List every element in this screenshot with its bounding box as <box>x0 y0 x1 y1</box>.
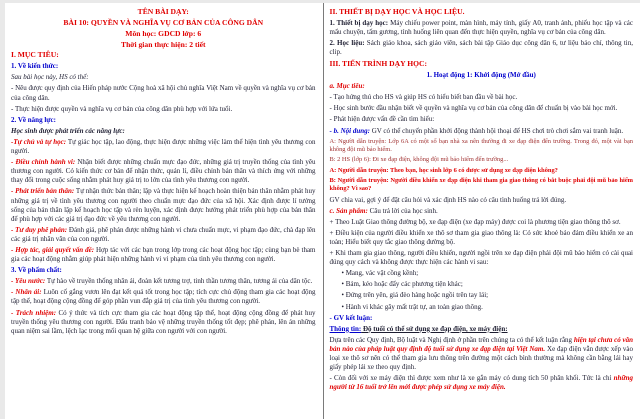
dialogue-line-1: A: Người dẫn truyện: Lớp 6A có một số bạn nhà xa nên thường đi xe đạp điện đến trường. Trong đó, một vài bạn không đội mũ bảo hiểm. <box>329 137 633 153</box>
conclusion-paragraph-2 <box>330 374 634 392</box>
competency-item-5 <box>11 246 316 264</box>
quality-lead-2: - Nhân ái: <box>11 288 42 297</box>
conclusion-paragraph-1 <box>330 336 634 372</box>
content-lead: - b. Nội dung: <box>329 126 370 135</box>
content-text: GV có thể chuyển phần khởi động thành hội thoại để HS chơi trò chơi sắm vai tranh luận. <box>369 126 624 135</box>
knowledge-bullet-2: - Thực hiện được quyền và nghĩa vụ cơ bản của công dân phù hợp với lứa tuổi. <box>11 104 233 113</box>
lesson-title-label: TÊN BÀI DẠY: <box>137 7 189 16</box>
subject-line: Môn học: GDCD lớp: 6 <box>125 28 202 38</box>
equipment-text: Máy chiếu power point, màn hình, máy tính, giấy A0, tranh ảnh, phiếu học tập và các mẩu chuyện, tấm gương, tình huống liên quan đến thực hiện quyền, nghĩa vụ cơ bản của công dân. <box>329 18 633 36</box>
lesson-title: BÀI 10: QUYỀN VÀ NGHĨA VỤ CƠ BẢN CỦA CÔNG DÂN <box>63 17 264 27</box>
equipment-item <box>330 19 634 37</box>
info-lead: Thông tin: <box>329 324 362 333</box>
knowledge-intro: Sau bài học này, HS có thể: <box>11 73 89 82</box>
left-column <box>5 3 323 419</box>
competency-text-5: Hợp tác với các bạn trong lớp trong các hoạt động học tập; cùng bạn bè tham gia các hoạt động nhằm giúp phát hiện những hành vi vi phạm của tình yêu thương con người. <box>11 245 316 264</box>
competency-lead-1: -Tự chủ và tự học: <box>11 137 67 146</box>
competency-item-2 <box>11 158 316 185</box>
competency-item-3 <box>11 187 316 223</box>
product-point-2: + Điều kiện của người điều khiển xe thô sơ tham gia giao thông là: Có sức khoẻ bảo đảm điều khiển xe an toàn; Hiểu biết quy tắc giao thông đường bộ. <box>329 228 633 246</box>
quality-lead-1: - Yêu nước: <box>11 277 46 286</box>
product-text: Câu trả lời của học sinh. <box>367 206 438 215</box>
materials-item <box>330 39 634 57</box>
section-iii-heading: III. TIẾN TRÌNH DẠY HỌC: <box>329 59 428 69</box>
duration-line: Thời gian thực hiện: 2 tiết <box>121 39 206 49</box>
quality-item-2 <box>11 288 316 306</box>
competency-text-3: Tự nhận thức bản thân; lập và thực hiện kế hoạch hoàn thiện bản thân nhằm phát huy những giá trị về tình yêu thương con người theo chuẩn mực đạo đức của xã hội. Xác định được lí tưởng sống của bản thân lập kế hoạch học tập và rèn luyện, xác định được hướng phát triển phù hợp của bản thân để phù hợp với các giá trị đạo đức về yêu thương con người. <box>11 187 316 223</box>
info-text: Độ tuổi có thể sử dụng xe đạp điện, xe máy điện: <box>361 324 508 333</box>
quality-heading: 3. Về phẩm chất: <box>11 266 62 275</box>
prohibited-bullet-1: • Mang, vác vật cồng kềnh; <box>341 269 419 278</box>
competency-text-1: Tự giác học tập, lao động, thực hiện được những việc làm thể hiện tình yêu thương con người. <box>11 137 316 156</box>
competency-item-4 <box>11 226 316 244</box>
competency-heading: 2. Về năng lực: <box>11 115 56 124</box>
right-column <box>323 3 640 419</box>
content-item <box>330 127 634 136</box>
competency-lead-5: - Hợp tác, giải quyết vấn đề: <box>11 245 95 254</box>
competency-item-1 <box>11 138 316 156</box>
prohibited-bullet-3: • Đứng trên yên, giá đèo hàng hoặc ngồi trên tay lái; <box>341 291 489 300</box>
competency-lead-3: - Phát triển bản thân: <box>11 187 75 196</box>
quality-item-1 <box>11 277 316 286</box>
conclusion-1a: Dựa trên các Quy định, Bộ luật và Nghị định ở phần trên chúng ta có thể kết luận rằng <box>329 335 574 344</box>
dialogue-line-3: A: Người dẫn truyện: Theo bạn, học sinh lớp 6 có được sử dụng xe đạp điện không? <box>329 166 558 174</box>
materials-text: Sách giáo khoa, sách giáo viên, sách bài tập Giáo dục công dân 6, tư liệu báo chí, thông tin, clip. <box>329 39 633 57</box>
dialogue-line-4: B: Người dẫn truyện: Người điều khiển xe đạp điện khi tham gia giao thông có bắt buộc phải đội mũ bảo hiểm không? Vì sao? <box>329 176 633 193</box>
product-lead: c. Sản phẩm: <box>329 206 368 215</box>
objective-bullet-2: - Học sinh bước đầu nhận biết về quyền và nghĩa vụ cơ bản của công dân để chuẩn bị vào bài học mới. <box>329 104 618 113</box>
conclusion-2a: - Còn đối với xe máy điện thì được xem như là xe gắn máy có dung tích 50 phân khối. Tức là chỉ <box>329 374 614 383</box>
document-page <box>5 3 640 419</box>
competency-text-4: Đánh giá, phê phán được những hành vi chưa chuẩn mực, vi phạm đạo đức, chà đạp lên các giá trị nhân văn của con người. <box>11 225 316 243</box>
quality-lead-3: - Trách nhiệm: <box>11 308 57 317</box>
prohibited-bullet-2: • Bám, kéo hoặc đẩy các phương tiện khác; <box>341 280 463 289</box>
quality-text-1: Tự hào về truyền thống nhân ái, đoàn kết tương trợ, tinh thần tương thân, tương ái của dân tộc. <box>45 277 313 286</box>
section-ii-heading: II. THIẾT BỊ DẠY HỌC VÀ HỌC LIỆU. <box>329 7 465 16</box>
equipment-lead: 1. Thiết bị dạy học: <box>329 18 389 27</box>
quality-item-3 <box>11 309 316 336</box>
knowledge-bullet-1: - Nêu được quy định của Hiến pháp nước Cộng hoà xã hội chủ nghĩa Việt Nam về quyền và nghĩa vụ cơ bản của công dân. <box>11 84 316 102</box>
objective-bullet-3: - Phát hiện được vấn đề cần tìm hiểu: <box>329 115 435 124</box>
competency-lead-4: - Tư duy phê phán: <box>11 225 68 234</box>
teacher-note: GV chia vai, gợi ý để đặt câu hỏi và xác định HS nào có câu tình huống trả lời đúng. <box>329 195 567 204</box>
conclusion-1c: Xe đạp điện vẫn được xếp vào loại xe thô sơ nên có thể tham gia lưu thông trên đường một cách bình thường mà không cần bằng lái hay giấy phép lái xe theo quy định. <box>329 344 634 372</box>
activity-1-heading: 1. Hoạt động 1: Khởi động (Mở đầu) <box>426 71 536 80</box>
dialogue-line-2: B: 2 HS (lớp 6): Đi xe đạp điện, không đội mũ bảo hiểm đến trường... <box>329 156 509 164</box>
conclusion-1b: hiện tại chưa có văn bản nào của pháp luật quy định độ tuổi sử dụng xe đạp điện tại Việt Nam. <box>329 335 634 353</box>
product-point-1: + Theo Luật Giao thông đường bộ, xe đạp điện (xe đạp máy) được coi là phương tiện giao thông thô sơ. <box>329 217 621 226</box>
section-i-heading: I. MỤC TIÊU: <box>11 50 59 60</box>
quality-text-2: Luôn cố gắng vươn lên đạt kết quả tốt trong học tập; tích cực chủ động tham gia các hoạt động tập thể, hoạt động cộng đồng để góp phần vun đắp giá trị của tình yêu thương con người. <box>11 288 316 306</box>
conclusion-lead: - GV kết luận: <box>329 313 373 322</box>
objective-lead: a. Mục tiêu: <box>329 82 365 91</box>
competency-lead-2: - Điều chỉnh hành vi: <box>11 158 76 167</box>
materials-lead: 2. Học liệu: <box>329 39 365 48</box>
prohibited-bullet-4: • Hành vi khác gây mất trật tự, an toàn giao thông. <box>341 302 483 311</box>
product-item <box>330 207 634 216</box>
competency-intro: Học sinh được phát triển các năng lực: <box>11 126 125 135</box>
quality-text-3: Có ý thức và tích cực tham gia các hoạt động tập thể, hoạt động cộng đồng để phát huy truyền thống yêu thương con người. Đấu tranh bảo vệ những truyền thống tốt đẹp; phê phán, lên án những quan niệm sai lầm, lệch lạc trong mối quan hệ giữa con người với con người. <box>11 308 316 335</box>
objective-bullet-1: - Tạo hứng thú cho HS và giúp HS có hiểu biết ban đầu về bài học. <box>329 93 518 102</box>
conclusion-2b: những người từ 16 tuổi trở lên mới được phép sử dụng xe máy điện. <box>329 374 633 392</box>
info-heading <box>330 325 634 334</box>
knowledge-heading: 1. Về kiến thức: <box>11 62 59 71</box>
competency-text-2: Nhận biết được những chuẩn mực đạo đức, những giá trị truyền thống của tình yêu thương con người. Có kiến thức cơ bản để nhận thức, quản lí, điều chỉnh bản thân và thích ứng với những thay đổi trong cuộc sống nhằm phát huy giá trị to lớn của tình yêu thương con người. <box>11 158 316 185</box>
product-point-3: + Khi tham gia giao thông, người điều khiển, người ngồi trên xe đạp điện phải đội mũ bảo hiểm có cài quai đúng quy cách và không được thực hiện các hành vi sau: <box>329 249 633 267</box>
